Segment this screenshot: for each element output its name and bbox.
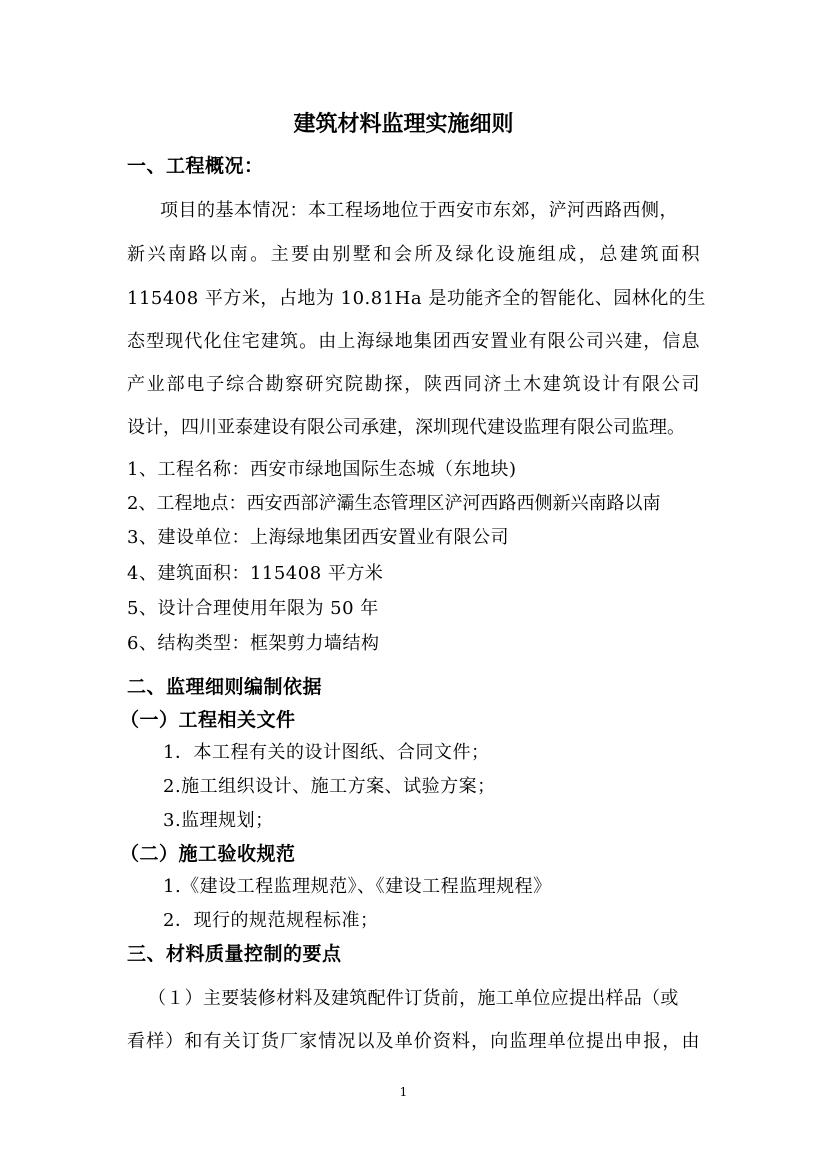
section2-sub2-heading: （二）施工验收规范: [120, 843, 296, 865]
section2-heading: 二、监理细则编制依据: [127, 676, 323, 698]
section1-heading: 一、工程概况：: [127, 155, 264, 177]
basis-item-supervision-plan: 3.监理规划；: [163, 810, 274, 831]
design-life-item: 5、设计合理使用年限为 50 年: [127, 598, 379, 619]
developer-item: 3、建设单位：上海绿地集团西安置业有限公司: [127, 527, 509, 548]
section1-paragraph-line-2: 新兴南路以南。主要由别墅和会所及绿化设施组成，总建筑面积: [127, 244, 700, 265]
document-title: 建筑材料监理实施细则: [293, 111, 514, 137]
section2-sub1-heading: （一）工程相关文件: [120, 709, 296, 731]
page-number: 1: [399, 1085, 408, 1099]
building-area-item: 4、建筑面积：115408 平方米: [127, 563, 384, 584]
project-name-item: 1、工程名称：西安市绿地国际生态城（东地块): [127, 459, 517, 480]
basis-item-design-drawings: 1．本工程有关的设计图纸、合同文件；: [163, 742, 490, 763]
spec-item-current-standards: 2．现行的规范规程标准；: [163, 910, 379, 931]
section1-paragraph-line-4: 态型现代化住宅建筑。由上海绿地集团西安置业有限公司兴建，信息: [127, 331, 700, 352]
spec-item-supervision-codes: 1.《建设工程监理规范》、《建设工程监理规程》: [163, 876, 552, 897]
project-location-item: 2、工程地点：西安西部浐灞生态管理区浐河西路西侧新兴南路以南: [127, 493, 661, 514]
section3-paragraph-line-1: （１）主要装修材料及建筑配件订货前，施工单位应提出样品（或: [148, 988, 679, 1009]
section1-paragraph-line-1: 项目的基本情况：本工程场地位于西安市东郊，浐河西路西侧，: [160, 200, 678, 221]
section1-paragraph-line-6: 设计，四川亚泰建设有限公司承建，深圳现代建设监理有限公司监理。: [127, 417, 685, 438]
basis-item-construction-plan: 2.施工组织设计、施工方案、试验方案；: [163, 776, 496, 797]
structure-type-item: 6、结构类型：框架剪力墙结构: [127, 633, 380, 654]
section3-paragraph-line-2: 看样）和有关订货厂家情况以及单价资料，向监理单位提出申报，由: [127, 1031, 700, 1052]
section1-paragraph-line-5: 产业部电子综合勘察研究院勘探，陕西同济土木建筑设计有限公司: [127, 374, 700, 395]
section1-paragraph-line-3: 115408 平方米，占地为 10.81Ha 是功能齐全的智能化、园林化的生: [127, 288, 706, 309]
section3-heading: 三、材料质量控制的要点: [127, 943, 342, 965]
